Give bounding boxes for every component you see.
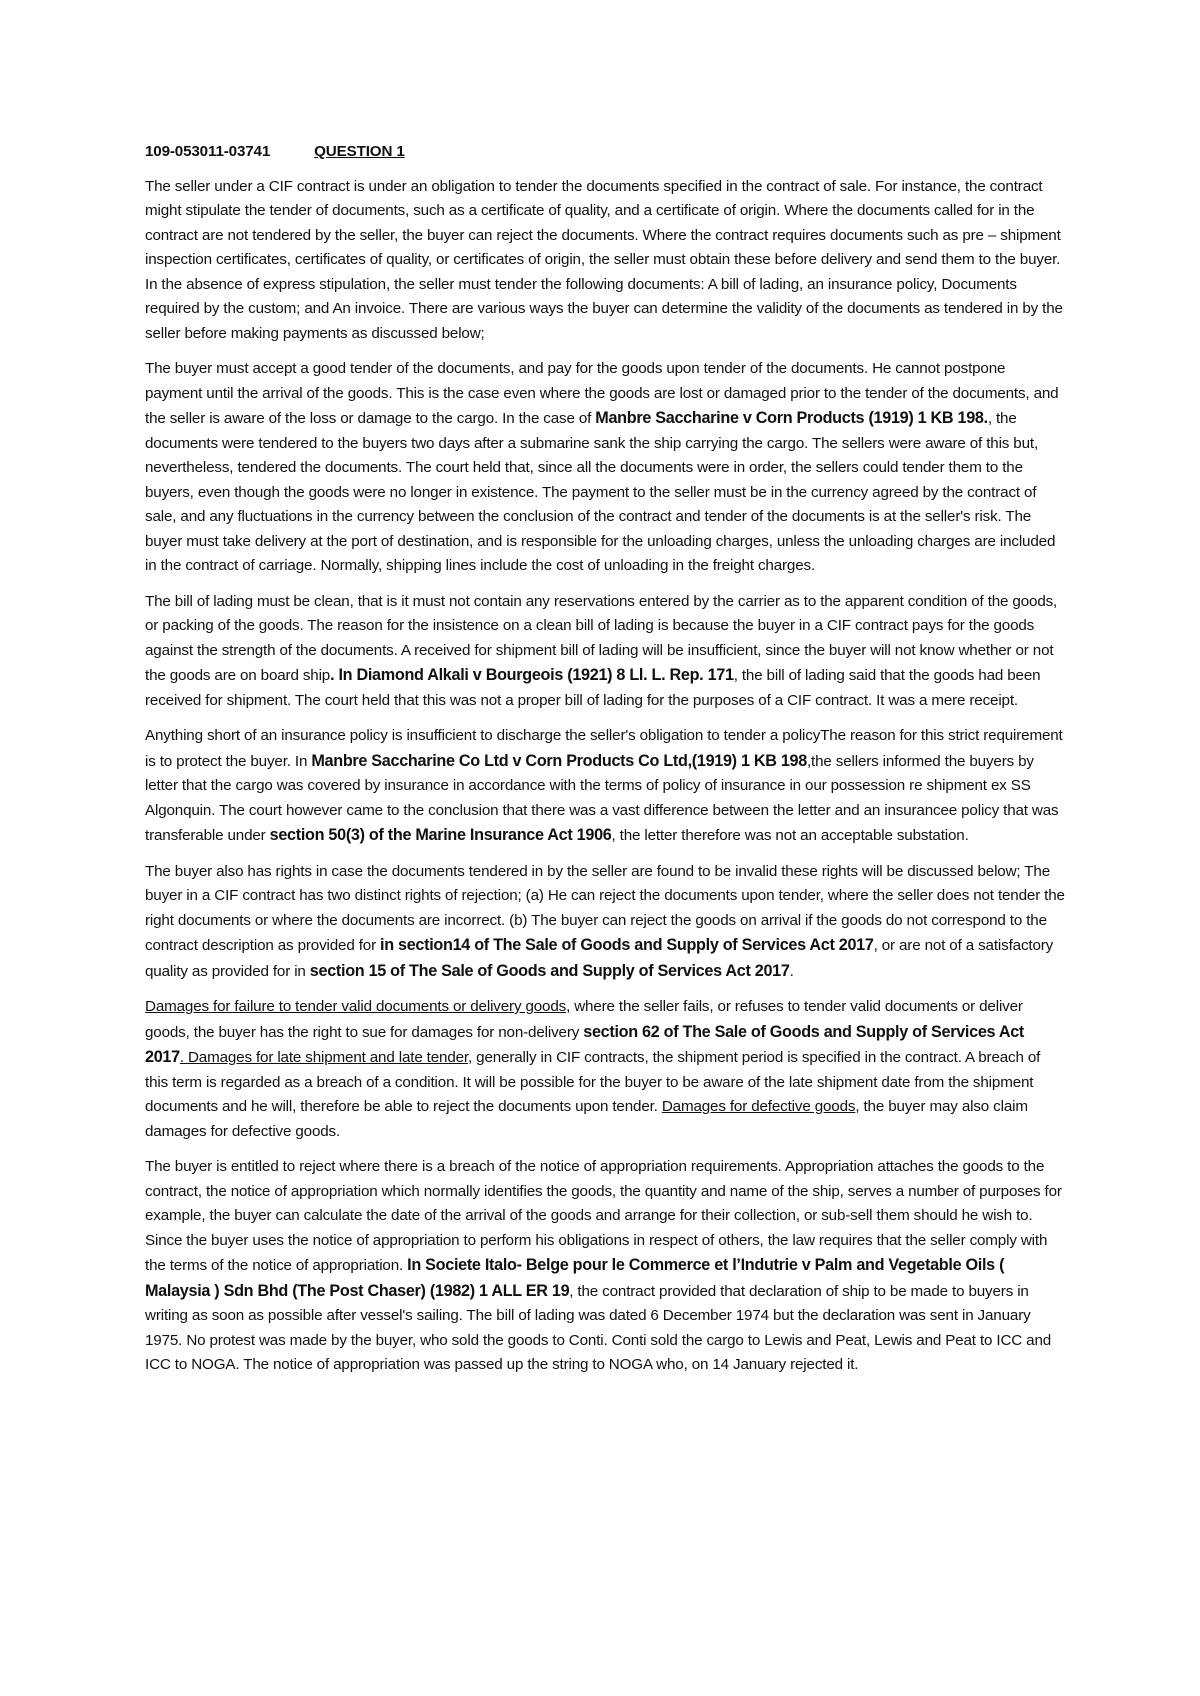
paragraph-text: , the buyer may also claim damages for defective goods. — [145, 1098, 1028, 1140]
paragraph-text: The buyer is entitled to reject where there is a breach of the notice of appropriation requirements. Appropriation attaches the goods to the contract, the notice of appropriation which normally identifies the goods, the quantity and name of the ship, serves a number of purposes for example, the buyer can calculate the date of the arrival of the goods and arrange for their collection, or sub-sell them should he wish to. Since the buyer uses the notice of appropriation to perform his obligations in respect of others, the law requires that the seller comply with the terms of the notice of appropriation. — [145, 1158, 1062, 1274]
paragraph-text: , or are not of a satisfactory quality as provided for in — [145, 937, 1054, 980]
question-label: QUESTION 1 — [314, 143, 405, 160]
statute-citation: in section14 of The Sale of Goods and Supply of Services Act 2017 — [380, 936, 874, 954]
paragraph-text: , the contract provided that declaration of ship to be made to buyers in writing as soon as possible after vessel's sailing. The bill of lading was dated 6 December 1974 but the declaration was sent in January 1975. No protest was made by the buyer, who sold the goods to Conti. Conti sold the cargo to Lewis and Peat, Lewis and Peat to ICC and ICC to NOGA. The notice of appropriation was passed up the string to NOGA who, on 14 January rejected it. — [145, 1282, 1052, 1373]
paragraph-text: , the letter therefore was not an acceptable substation. — [611, 827, 969, 844]
statute-citation: section 15 of The Sale of Goods and Supply of Services Act 2017 — [309, 961, 790, 980]
case-citation: Manbre Saccharine Co Ltd v Corn Products Co Ltd,(1919) 1 KB 198 — [311, 751, 807, 770]
paragraph-text: The seller under a CIF contract is under an obligation to tender the documents specified in the contract of sale. For instance, the contract might stipulate the tender of documents, such as a certificate of quality, and a certificate of origin. Where the documents called for in the contract are not tendered by the seller, the buyer can reject the documents. Where the contract requires documents such as pre – shipment inspection certificates, certificates of quality, or certificates of origin, the seller must obtain these before delivery and send them to the buyer. In the absence of express stipulation, the seller must tender the following documents: A bill of lading, an insurance policy, Documents required by the custom; and An invoice. There are various ways the buyer can determine the validity of the documents as tendered in by the seller before making payments as discussed below; — [145, 177, 1063, 342]
student-id: 109-053011-03741 — [145, 143, 271, 160]
paragraph-5 — [145, 860, 1065, 985]
paragraph-text: , the documents were tendered to the buyers two days after a submarine sank the ship carrying the cargo. The sellers were aware of this but, nevertheless, tendered the documents. The court held that, since all the documents were in order, the sellers could tender them to the buyers, even though the goods were no longer in existence. The payment to the seller must be in the currency agreed by the contract of sale, and any fluctuations in the currency between the conclusion of the contract and tender of the documents is at the seller's risk. The buyer must take delivery at the port of destination, and is responsible for the unloading charges, unless the unloading charges are included in the contract of carriage. Normally, shipping lines include the cost of unloading in the freight charges. — [145, 410, 1056, 574]
paragraph-7 — [145, 1155, 1065, 1378]
paragraph-text: , the bill of lading said that the goods had been received for shipment. The court held that this was not a proper bill of lading for the purposes of a CIF contract. It was a mere receipt. — [145, 667, 1041, 709]
paragraph-text: The buyer also has rights in case the documents tendered in by the seller are found to be invalid these rights will be discussed below; The buyer in a CIF contract has two distinct rights of rejection; (a) He can reject the documents upon tender, where the seller does not tender the right documents or where the documents are incorrect. (b) The buyer can reject the goods on arrival if the goods do not correspond to the contract description as provided for — [145, 862, 1065, 954]
paragraph-text: generally in CIF contracts, the shipment period is specified in the contract. A breach of this term is regarded as a breach of a condition. It will be possible for the buyer to be aware of the late shipment date from the shipment documents and he will, therefore be able to reject the documents upon tender. — [145, 1049, 1041, 1115]
paragraph-6 — [145, 995, 1065, 1144]
underlined-heading: Damages for failure to tender valid documents or delivery goods, — [145, 998, 571, 1015]
paragraph-text: where the seller fails, or refuses to tender valid documents or deliver goods, the buyer has the right to sue for damages for non-delivery — [145, 998, 1023, 1041]
paragraph-1 — [145, 175, 1065, 347]
case-citation: . In Diamond Alkali v Bourgeois (1921) 8 Ll. L. Rep. 171 — [330, 666, 734, 684]
paragraph-4 — [145, 724, 1065, 849]
paragraph-text: The bill of lading must be clean, that is it must not contain any reservations entered by the carrier as to the apparent condition of the goods, or packing of the goods. The reason for the insistence on a clean bill of lading is because the buyer in a CIF contract pays for the goods against the strength of the documents. A received for shipment bill of lading will be insufficient, since the buyer will not know whether or not the goods are on board ship — [145, 592, 1058, 684]
paragraph-text: Anything short of an insurance policy is insufficient to discharge the seller's obligation to tender a policyThe reason for this strict requirement is to protect the buyer. In — [145, 727, 1063, 770]
underlined-heading: . Damages for late shipment and late tender, — [179, 1049, 473, 1066]
case-citation: In Societe Italo- Belge pour le Commerce et l’Indutrie v Palm and Vegetable Oils ( Malaysia ) Sdn Bhd (The Post Chaser) (1982) 1 ALL ER 19 — [145, 1256, 1005, 1300]
statute-citation: section 50(3) of the Marine Insurance Act 1906 — [269, 826, 612, 844]
paragraph-text: The buyer must accept a good tender of the documents, and pay for the goods upon tender of the documents. He cannot postpone payment until the arrival of the goods. This is the case even where the goods are lost or damaged prior to the tender of the documents, and the seller is aware of the loss or damage to the cargo. In the case of — [145, 360, 1059, 427]
document-header — [145, 140, 1065, 165]
paragraph-2 — [145, 357, 1065, 579]
paragraph-3 — [145, 590, 1065, 714]
statute-citation: section 62 of The Sale of Goods and Supply of Services Act 2017 — [145, 1022, 1025, 1066]
underlined-heading: Damages for defective goods — [661, 1098, 856, 1115]
case-citation: Manbre Saccharine v Corn Products (1919) 1 KB 198. — [595, 409, 988, 427]
document-page — [145, 140, 1065, 1389]
paragraph-text: ,the sellers informed the buyers by letter that the cargo was covered by insurance in accordance with the terms of policy of insurance in our possession re shipment ex SS Algonquin. The court however came to the conclusion that there was a vast difference between the letter and an insurancee policy that was transferable under — [145, 752, 1059, 844]
paragraph-text: . — [789, 962, 794, 980]
